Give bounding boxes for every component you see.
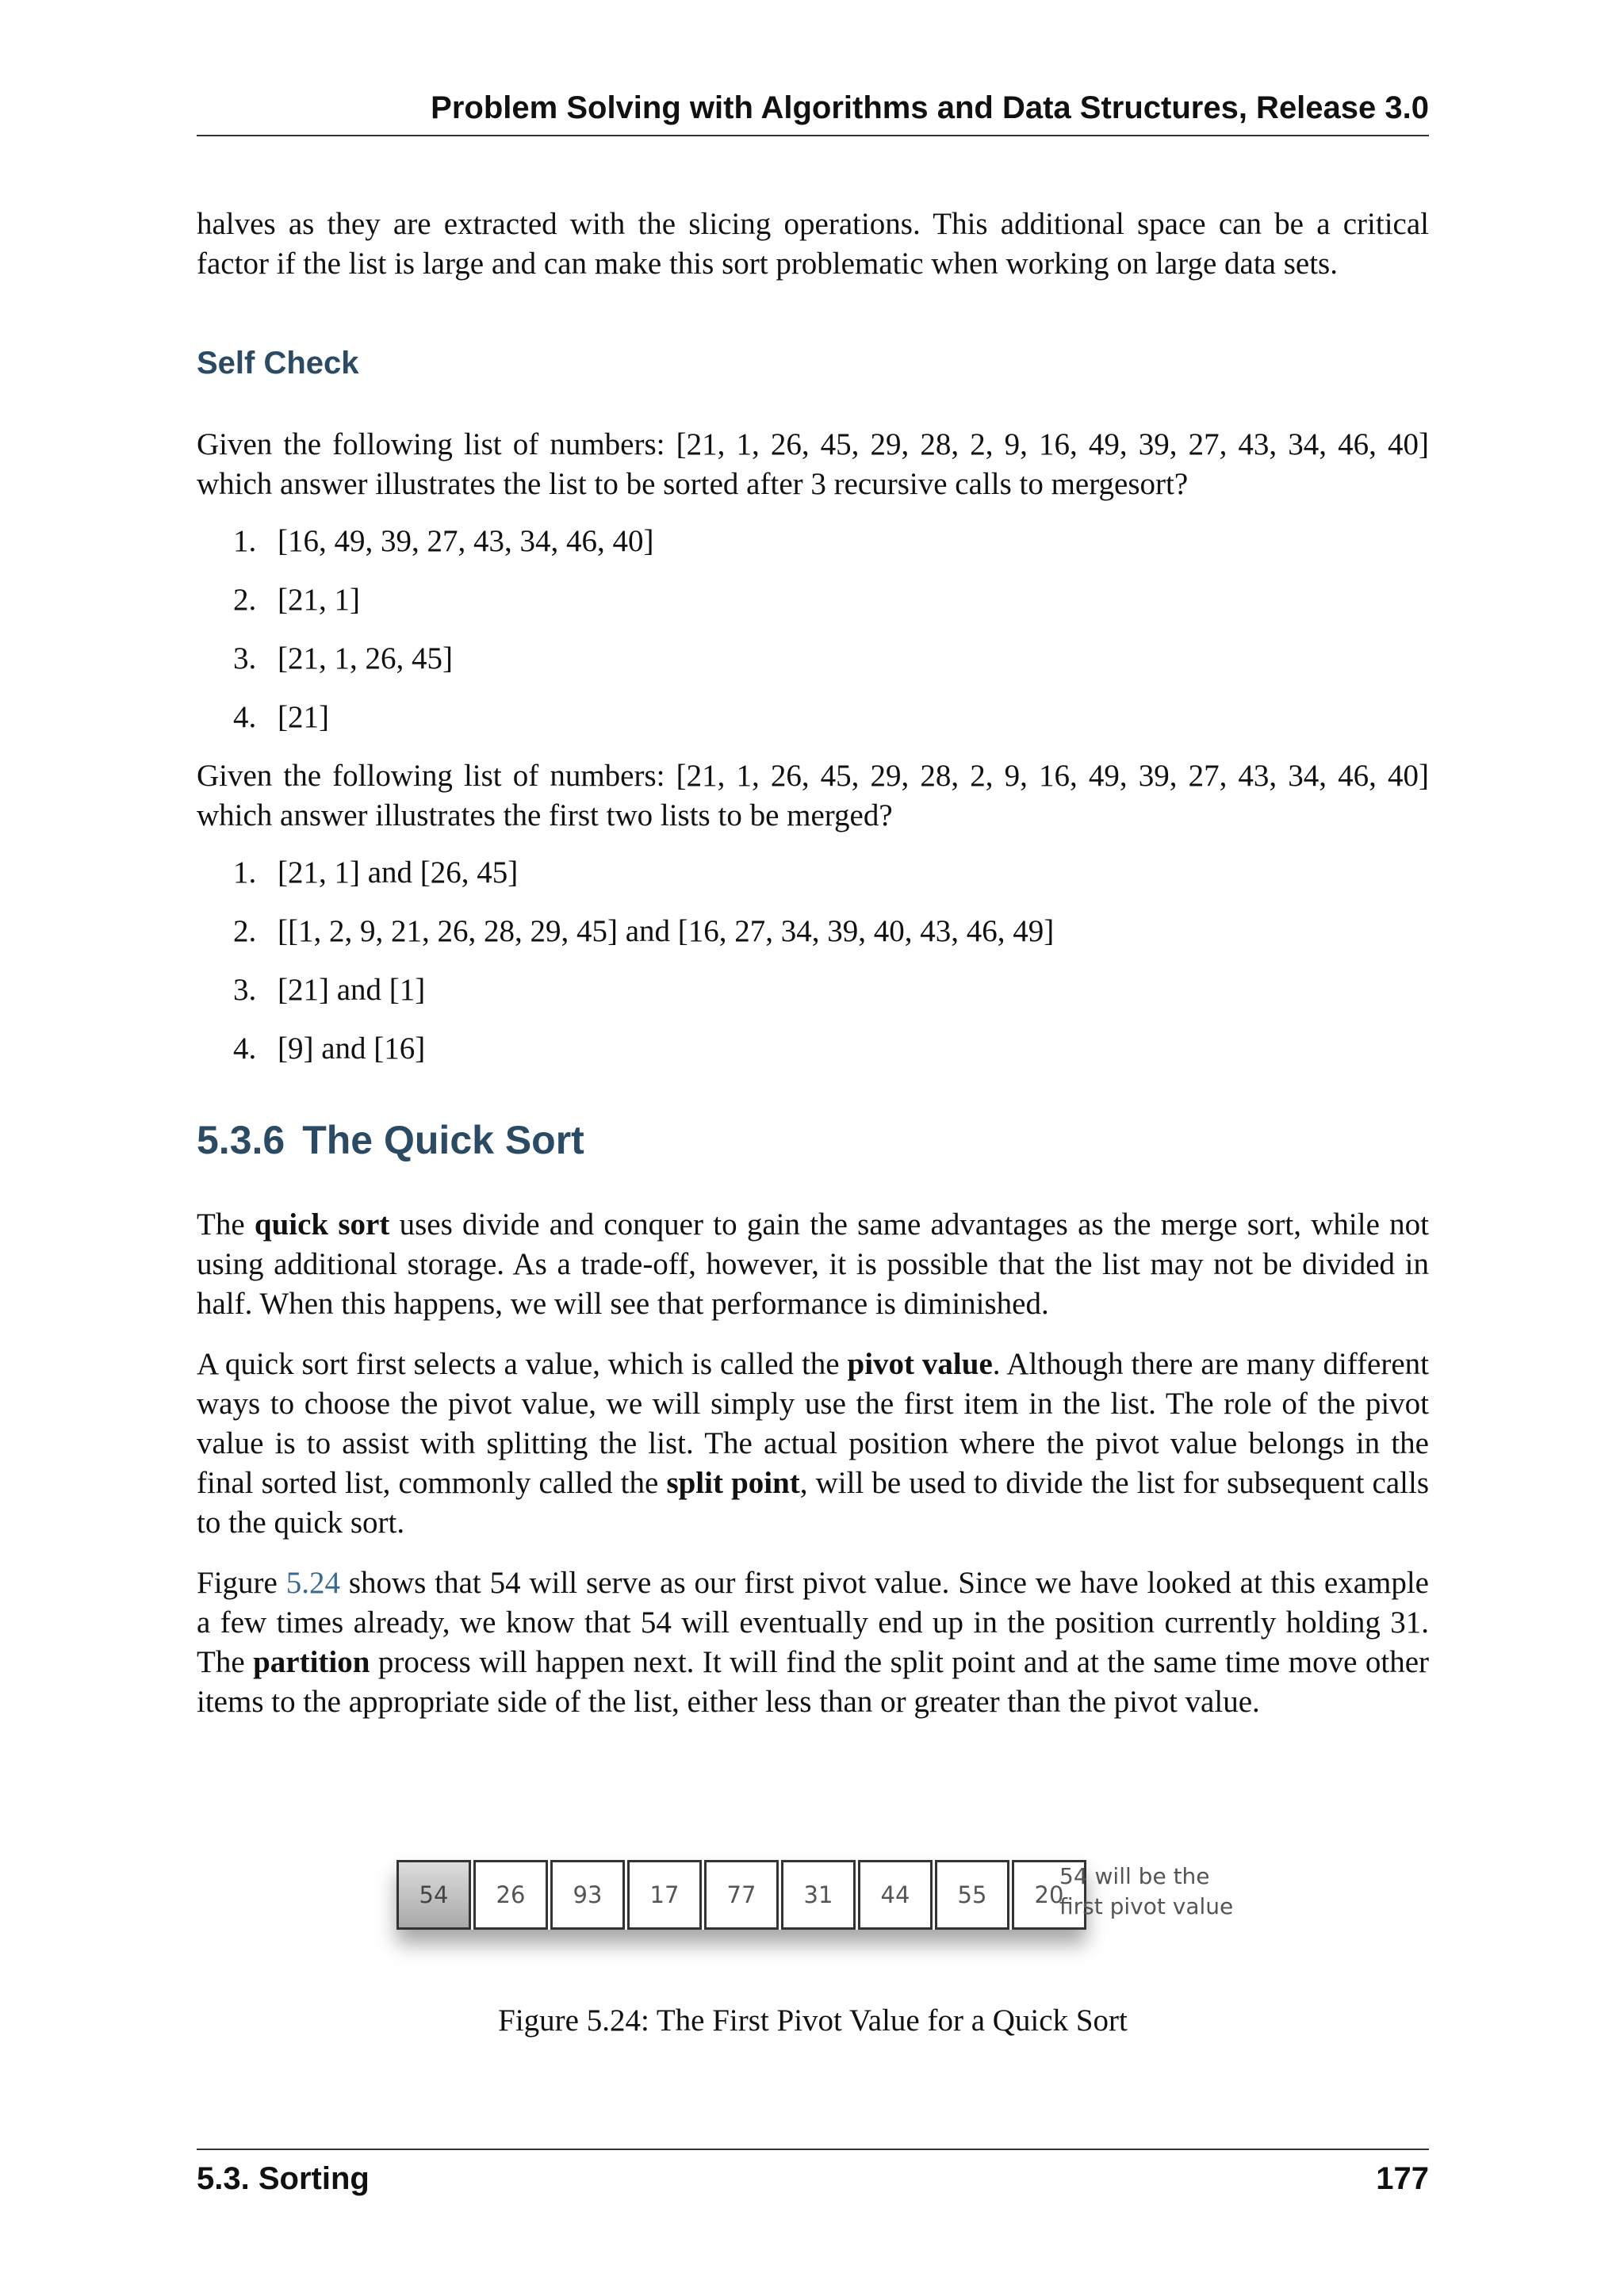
annotation-line-2: first pivot value [1059, 1893, 1234, 1919]
q1-option-1[interactable] [197, 522, 1429, 561]
list-array [396, 1860, 1086, 1930]
quick-sort-paragraph-3 [197, 1563, 1429, 1722]
q2-number-list: [21, 1, 26, 45, 29, 28, 2, 9, 16, 49, 39, 27, 43, 34, 46, 40] [676, 759, 1429, 793]
term-pivot-value: pivot value [847, 1347, 993, 1381]
q1-option-number: 3. [233, 641, 257, 675]
q1-option-4[interactable] [197, 698, 1429, 737]
self-check-heading: Self Check [197, 346, 359, 381]
quick-sort-paragraph-1 [197, 1205, 1429, 1324]
annotation-line-1: 54 will be the [1059, 1863, 1210, 1889]
q1-option-text: [21, 1, 26, 45] [278, 641, 453, 675]
array-cell: 44 [858, 1860, 933, 1930]
header-rule [197, 135, 1429, 136]
page-content [197, 205, 1429, 1722]
q2-option-1[interactable] [197, 853, 1429, 893]
array-cell-pivot: 54 [396, 1860, 471, 1930]
q2-option-number: 4. [233, 1031, 257, 1066]
q1-option-text: [21] [278, 700, 329, 734]
array-cell: 31 [781, 1860, 856, 1930]
array-cell: 55 [935, 1860, 1009, 1930]
page-number: 177 [1376, 2161, 1429, 2196]
q1-prompt-end: which answer illustrates the list to be sorted after 3 recursive calls to mergesort? [197, 467, 1189, 501]
section-title-text: The Quick Sort [302, 1118, 584, 1162]
term-quick-sort: quick sort [254, 1207, 390, 1242]
q1-option-number: 4. [233, 700, 257, 734]
p3-text: shows that 54 will serve as our first pivot value. Since we have looked at this example a few times already, we know that 54 will eventually end up in the position currently holding 31. The [197, 1566, 1429, 1679]
p2-text: A quick sort first selects a value, which is called the [197, 1347, 848, 1381]
section-number: 5.3.6 [197, 1118, 285, 1162]
p3-text: Figure [197, 1566, 286, 1600]
footer-section: 5.3. Sorting [197, 2161, 370, 2196]
q2-option-4[interactable] [197, 1029, 1429, 1069]
q1-option-3[interactable] [197, 639, 1429, 679]
term-partition: partition [253, 1645, 370, 1679]
array-cell: 26 [473, 1860, 548, 1930]
intro-paragraph: halves as they are extracted with the slicing operations. This additional space can be a critical factor if the list is large and can make this sort problematic when working on large data sets. [197, 207, 1429, 281]
q1-option-number: 2. [233, 583, 257, 617]
q2-option-text: [21, 1] and [26, 45] [278, 855, 519, 890]
quick-sort-paragraph-2 [197, 1345, 1429, 1543]
term-split-point: split point [666, 1466, 800, 1500]
q2-option-number: 2. [233, 914, 257, 948]
p1-text: uses divide and conquer to gain the same advantages as the merge sort, while not using additional storage. As a trade-off, however, it is possible that the list may not be divided in half. When this happens, we will see that performance is diminished. [197, 1207, 1429, 1321]
question-1-prompt [197, 425, 1429, 504]
figure-reference-link[interactable]: 5.24 [285, 1566, 340, 1600]
question-2-options [197, 853, 1429, 1069]
array-cell: 77 [704, 1860, 779, 1930]
document-page [197, 0, 1429, 2296]
array-cell: 20 [1012, 1860, 1086, 1930]
question-1-options [197, 522, 1429, 737]
question-2-prompt [197, 756, 1429, 836]
q2-option-text: [21] and [1] [278, 973, 426, 1007]
section-heading [197, 1116, 1429, 1164]
q2-option-number: 1. [233, 855, 257, 890]
p2-text: , will be used to divide the list for subsequent calls to the quick sort. [197, 1466, 1429, 1540]
q1-number-list: [21, 1, 26, 45, 29, 28, 2, 9, 16, 49, 39, 27, 43, 34, 46, 40] [676, 427, 1429, 461]
q2-option-number: 3. [233, 973, 257, 1007]
q2-prompt-start: Given the following list of numbers: [197, 759, 676, 793]
q1-option-text: [21, 1] [278, 583, 360, 617]
q1-prompt-start: Given the following list of numbers: [197, 427, 676, 461]
q1-option-number: 1. [233, 524, 257, 558]
p1-text: The [197, 1207, 255, 1242]
p2-text: . Although there are many different ways to choose the pivot value, we will simply use the first item in the list. The role of the pivot value is to assist with splitting the list. The actual position where the pivot value belongs in the final sorted list, commonly called the [197, 1347, 1429, 1500]
array-cell: 17 [627, 1860, 702, 1930]
q2-prompt-end: which answer illustrates the first two lists to be merged? [197, 798, 893, 832]
q2-option-text: [9] and [16] [278, 1031, 426, 1066]
running-header: Problem Solving with Algorithms and Data Structures, Release 3.0 [431, 90, 1429, 125]
figure-caption: Figure 5.24: The First Pivot Value for a Quick Sort [498, 2003, 1128, 2038]
q1-option-text: [16, 49, 39, 27, 43, 34, 46, 40] [278, 524, 654, 558]
p3-text: process will happen next. It will find the split point and at the same time move other items to the appropriate side of the list, either less than or greater than the pivot value. [197, 1645, 1429, 1719]
array-cell: 93 [550, 1860, 625, 1930]
q1-option-2[interactable] [197, 580, 1429, 620]
q2-option-text: [[1, 2, 9, 21, 26, 28, 29, 45] and [16, 27, 34, 39, 40, 43, 46, 49] [278, 914, 1055, 948]
q2-option-3[interactable] [197, 970, 1429, 1010]
figure-annotation [1059, 1862, 1233, 1922]
footer-rule [197, 2149, 1429, 2150]
q2-option-2[interactable] [197, 912, 1429, 951]
